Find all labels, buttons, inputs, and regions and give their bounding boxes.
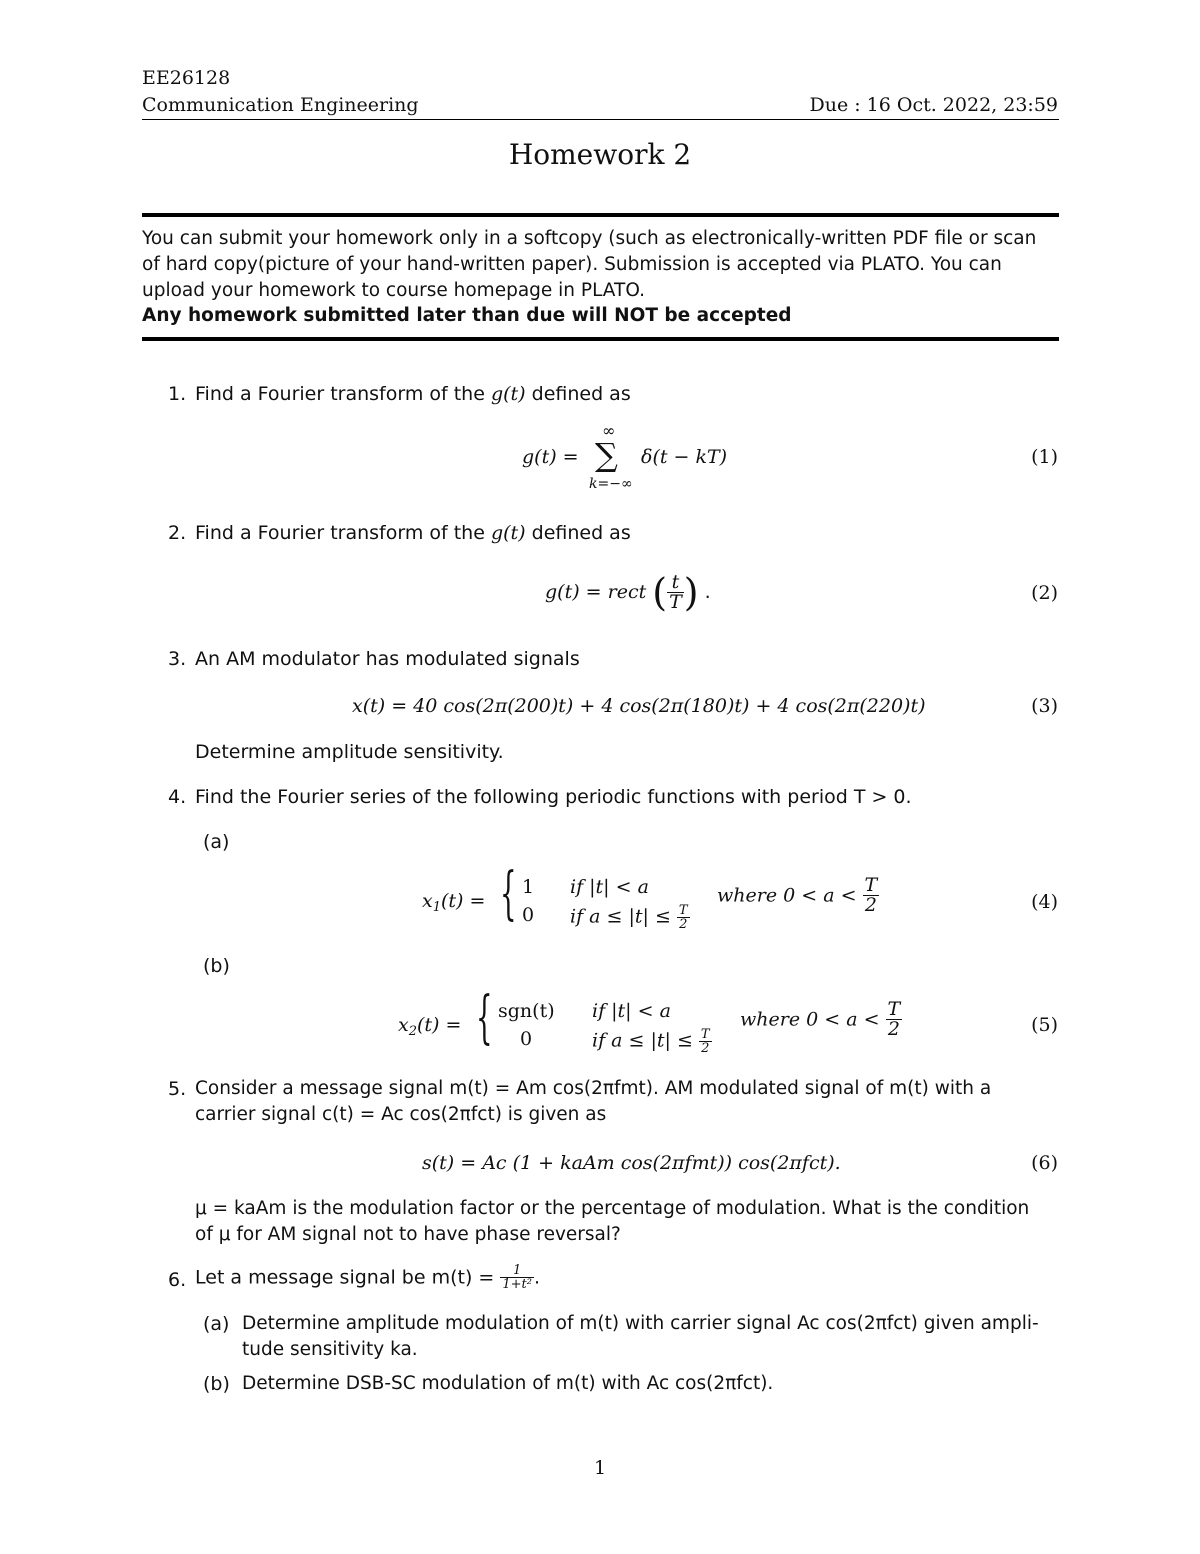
problem-2-number: 2. bbox=[168, 522, 187, 544]
notice-top-rule bbox=[142, 213, 1059, 217]
problem-3-question: Determine amplitude sensitivity. bbox=[195, 741, 504, 763]
header-rule bbox=[142, 119, 1059, 120]
problem-5-equation: s(t) = Ac (1 + kaAm cos(2πfmt)) cos(2πfct). bbox=[422, 1152, 841, 1174]
problem-6b-label: (b) bbox=[203, 1373, 230, 1395]
problem-1-eq-rhs: δ(t − kT) bbox=[641, 446, 728, 468]
problem-4a-case2-cond: if a ≤ |t| ≤ $\frac{T}{2}$ bbox=[570, 903, 688, 932]
problem-4b-case1-cond: if |t| < a bbox=[592, 1000, 671, 1022]
eq-number-1: (1) bbox=[1031, 446, 1058, 468]
notice-text: You can submit your homework only in a softcopy (such as electronically-written PDF file or scan of hard copy(picture of your hand-written paper). Submission is accepted via PLATO. You can upload your homework to course homepage in PLATO. bbox=[142, 228, 1037, 301]
problem-5-line2: carrier signal c(t) = Ac cos(2πfct) is given as bbox=[195, 1104, 607, 1125]
problem-4-number: 4. bbox=[168, 786, 187, 808]
problem-3-number: 3. bbox=[168, 648, 187, 670]
eq-number-2: (2) bbox=[1031, 582, 1058, 604]
eq-number-6: (6) bbox=[1031, 1152, 1058, 1174]
problem-4b-case2-cond: if a ≤ |t| ≤ $\frac{T}{2}$ bbox=[592, 1027, 710, 1056]
problem-6a-line2: tude sensitivity ka. bbox=[242, 1339, 418, 1360]
problem-5-line4: of μ for AM signal not to have phase reversal? bbox=[195, 1224, 621, 1245]
sum-top-label: ∞ bbox=[602, 421, 616, 440]
problem-4-text: Find the Fourier series of the following periodic functions with period T > 0. bbox=[195, 786, 912, 808]
problem-2-text: Find a Fourier transform of the g(t) defined as bbox=[195, 522, 631, 544]
notice-bottom-rule bbox=[142, 337, 1059, 341]
problem-5-line1: Consider a message signal m(t) = Am cos(2πfmt). AM modulated signal of m(t) with a bbox=[195, 1078, 992, 1099]
problem-4b-brace: { bbox=[476, 986, 493, 1052]
problem-4b-case2-val: 0 bbox=[520, 1028, 533, 1050]
sum-symbol: ∑ bbox=[595, 436, 618, 474]
problem-1-number: 1. bbox=[168, 383, 187, 405]
problem-3-text: An AM modulator has modulated signals bbox=[195, 648, 580, 670]
problem-4b-label: (b) bbox=[203, 955, 230, 977]
eq-number-4: (4) bbox=[1031, 891, 1058, 913]
problem-5-number: 5. bbox=[168, 1078, 187, 1100]
page-title: Homework 2 bbox=[508, 138, 692, 171]
problem-4a-brace: { bbox=[500, 862, 517, 928]
problem-4a-lhs: $x_1(t)$ = bbox=[422, 890, 486, 915]
problem-6-text: Let a message signal be m(t) = $\frac{1}{\text{1+t²}}$ . bbox=[195, 1263, 541, 1292]
problem-4a-case1-val: 1 bbox=[522, 876, 535, 898]
due-date: Due : 16 Oct. 2022, 23:59 bbox=[809, 94, 1058, 116]
course-name: Communication Engineering bbox=[142, 94, 419, 116]
problem-1-eq-lhs: g(t) = bbox=[522, 446, 579, 468]
problem-4a-case1-cond: if |t| < a bbox=[570, 876, 649, 898]
problem-6-number: 6. bbox=[168, 1269, 187, 1291]
course-code: EE26128 bbox=[142, 67, 231, 89]
problem-6b-text: Determine DSB-SC modulation of m(t) with Ac cos(2πfct). bbox=[242, 1373, 774, 1394]
eq-number-5: (5) bbox=[1031, 1014, 1058, 1036]
problem-1-text: Find a Fourier transform of the g(t) defined as bbox=[195, 383, 631, 405]
problem-4b-where: where 0 < a < $\frac{T}{2}$ bbox=[740, 998, 901, 1040]
problem-6a-label: (a) bbox=[203, 1313, 230, 1335]
page-number: 1 bbox=[593, 1457, 607, 1479]
problem-4a-label: (a) bbox=[203, 831, 230, 853]
problem-4a-where: where 0 < a < $\frac{T}{2}$ bbox=[717, 874, 878, 916]
eq-number-3: (3) bbox=[1031, 695, 1058, 717]
problem-5-line3: μ = kaAm is the modulation factor or the percentage of modulation. What is the condition bbox=[195, 1198, 1030, 1219]
problem-3-equation: x(t) = 40 cos(2π(200)t) + 4 cos(2π(180)t) + 4 cos(2π(220)t) bbox=[352, 695, 926, 717]
problem-4b-lhs: $x_2(t)$ = bbox=[398, 1014, 462, 1039]
problem-4b-case1-val: sgn(t) bbox=[498, 1000, 555, 1022]
problem-6a-line1: Determine amplitude modulation of m(t) with carrier signal Ac cos(2πfct) given ampli- bbox=[242, 1313, 1039, 1334]
problem-2-equation: g(t) = rect ( $\frac{t}{T}$ ) . bbox=[545, 570, 711, 615]
sum-bottom-label: k=−∞ bbox=[589, 476, 633, 492]
notice-warning: Any homework submitted later than due will NOT be accepted bbox=[142, 305, 792, 326]
problem-4a-case2-val: 0 bbox=[522, 904, 535, 926]
